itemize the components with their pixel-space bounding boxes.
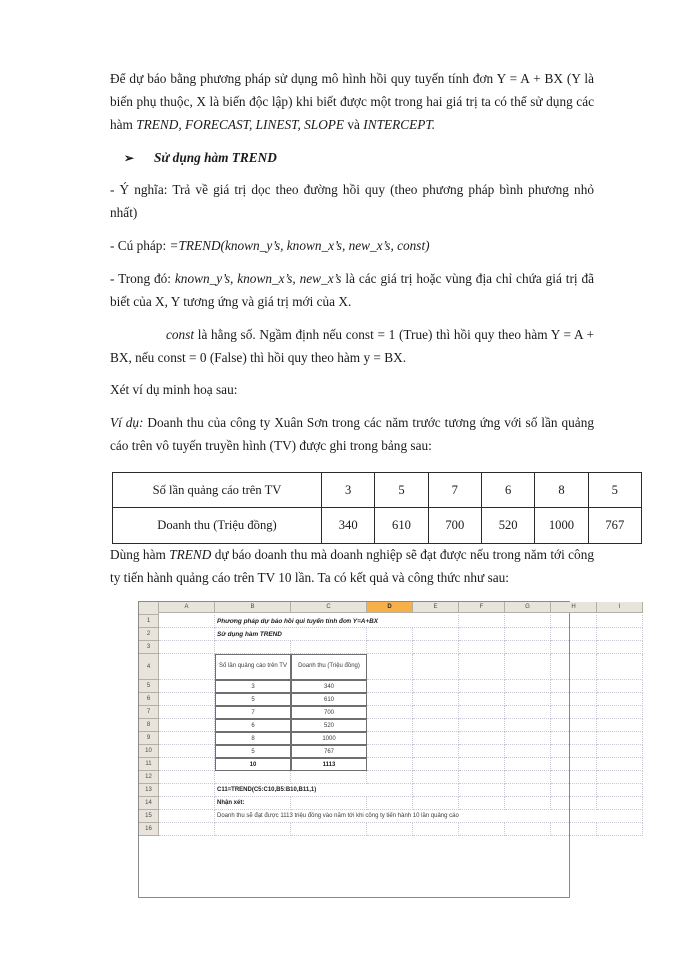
- cell-i16[interactable]: [597, 823, 643, 836]
- column-header-c[interactable]: C: [291, 602, 367, 613]
- cell-b2-subtitle[interactable]: Sử dụng hàm TREND: [215, 628, 367, 641]
- cell-f8[interactable]: [459, 719, 505, 732]
- cell-ads-2: 5: [375, 473, 428, 508]
- excel-grid: [139, 602, 621, 836]
- cell-c16[interactable]: [291, 823, 367, 836]
- cell-a5[interactable]: [159, 680, 215, 693]
- cell-g14[interactable]: [505, 797, 551, 810]
- intro-text-2: và: [344, 116, 364, 132]
- row-header-7[interactable]: 7: [139, 706, 159, 719]
- cell-rev-2: 610: [375, 508, 428, 543]
- document-body: [110, 68, 625, 589]
- cell-e14[interactable]: [413, 797, 459, 810]
- intro-functions-1: TREND, FORECAST, LINEST, SLOPE: [136, 116, 345, 132]
- paragraph-example-lead: Xét ví dụ minh hoạ sau:: [110, 382, 238, 398]
- column-header-i[interactable]: I: [597, 602, 643, 613]
- cell-c9[interactable]: 1000: [291, 732, 367, 745]
- closing-post: dự báo doanh thu mà doanh nghiệp sẽ đạt được nếu trong năm tới công ty tiến hành quảng cáo trên TV 10 lần. Ta có kết quả và công thức như sau:: [110, 546, 594, 585]
- cell-i10[interactable]: [597, 745, 643, 758]
- cell-f9[interactable]: [459, 732, 505, 745]
- cell-i6[interactable]: [597, 693, 643, 706]
- cell-ads-6: 5: [588, 473, 641, 508]
- cell-h4[interactable]: [551, 654, 597, 680]
- cell-h9[interactable]: [551, 732, 597, 745]
- cell-b3[interactable]: [215, 641, 291, 654]
- paragraph-closing: [110, 544, 594, 590]
- cell-i2[interactable]: [597, 628, 643, 641]
- cell-d6[interactable]: [367, 693, 413, 706]
- cell-b5[interactable]: 3: [215, 680, 291, 693]
- cell-b10[interactable]: 5: [215, 745, 291, 758]
- cell-h8[interactable]: [551, 719, 597, 732]
- cell-ads-3: 7: [428, 473, 481, 508]
- cell-a13[interactable]: [159, 784, 215, 797]
- cell-i1[interactable]: [597, 615, 643, 628]
- where-text: là các giá trị hoặc vùng địa chỉ chứa giá trị đã biết của X, Y tương ứng và giá trị mới của X.: [110, 271, 595, 309]
- column-header-h[interactable]: H: [551, 602, 597, 613]
- cell-f14[interactable]: [459, 797, 505, 810]
- cell-g6[interactable]: [505, 693, 551, 706]
- cell-f16[interactable]: [459, 823, 505, 836]
- cell-e4[interactable]: [413, 654, 459, 680]
- row-header-6[interactable]: 6: [139, 693, 159, 706]
- cell-f12[interactable]: [459, 771, 505, 784]
- row-header-2[interactable]: 2: [139, 628, 159, 641]
- cell-a7[interactable]: [159, 706, 215, 719]
- cell-b14-note-label[interactable]: Nhận xét:: [215, 797, 291, 810]
- cell-e11[interactable]: [413, 758, 459, 771]
- cell-h1[interactable]: [551, 615, 597, 628]
- cell-a10[interactable]: [159, 745, 215, 758]
- cell-h10[interactable]: [551, 745, 597, 758]
- closing-function: TREND: [169, 546, 212, 562]
- cell-a15[interactable]: [159, 810, 215, 823]
- cell-f11[interactable]: [459, 758, 505, 771]
- cell-a4[interactable]: [159, 654, 215, 680]
- cell-rev-5: 1000: [535, 508, 588, 543]
- row-header-11[interactable]: 11: [139, 758, 159, 771]
- cell-d2[interactable]: [367, 628, 413, 641]
- syntax-prefix: - Cú pháp:: [110, 238, 170, 254]
- cell-i14[interactable]: [597, 797, 643, 810]
- cell-c7[interactable]: 700: [291, 706, 367, 719]
- cell-f6[interactable]: [459, 693, 505, 706]
- cell-rev-1: 340: [322, 508, 375, 543]
- column-header-e[interactable]: E: [413, 602, 459, 613]
- row-header-15[interactable]: 15: [139, 810, 159, 823]
- cell-b7[interactable]: 7: [215, 706, 291, 719]
- select-all-corner[interactable]: [139, 602, 159, 615]
- row-header-5[interactable]: 5: [139, 680, 159, 693]
- cell-g2[interactable]: [505, 628, 551, 641]
- example-text: Doanh thu của công ty Xuân Sơn trong các năm trước tương ứng với số lần quảng cáo trên vô tuyến truyền hình (TV) được ghi trong bảng sau:: [110, 415, 594, 454]
- column-header-d[interactable]: D: [367, 602, 413, 613]
- row-header-16[interactable]: 16: [139, 823, 159, 836]
- const-text: là hằng số. Ngầm định nếu const = 1 (True) thì hồi quy theo hàm Y = A + BX, nếu const = 0 (False) thì hồi quy theo hàm y = BX.: [110, 326, 594, 365]
- cell-a6[interactable]: [159, 693, 215, 706]
- cell-f5[interactable]: [459, 680, 505, 693]
- intro-functions-2: INTERCEPT.: [363, 116, 436, 132]
- cell-g11[interactable]: [505, 758, 551, 771]
- cell-g16[interactable]: [505, 823, 551, 836]
- where-arguments: known_y’s, known_x’s, new_x’s: [174, 271, 342, 287]
- column-header-g[interactable]: G: [505, 602, 551, 613]
- cell-h6[interactable]: [551, 693, 597, 706]
- cell-i11[interactable]: [597, 758, 643, 771]
- cell-a11[interactable]: [159, 758, 215, 771]
- cell-a1[interactable]: [159, 615, 215, 628]
- cell-d10[interactable]: [367, 745, 413, 758]
- row-header-4[interactable]: 4: [139, 654, 159, 680]
- cell-d11[interactable]: [367, 758, 413, 771]
- cell-h3[interactable]: [551, 641, 597, 654]
- cell-c11-forecast-result[interactable]: 1113: [291, 758, 367, 771]
- cell-f1[interactable]: [459, 615, 505, 628]
- row-header-13[interactable]: 13: [139, 784, 159, 797]
- closing-pre: Dùng hàm: [110, 546, 170, 562]
- cell-b6[interactable]: 5: [215, 693, 291, 706]
- cell-g8[interactable]: [505, 719, 551, 732]
- cell-h5[interactable]: [551, 680, 597, 693]
- cell-a3[interactable]: [159, 641, 215, 654]
- cell-d7[interactable]: [367, 706, 413, 719]
- cell-g10[interactable]: [505, 745, 551, 758]
- paragraph-const: [110, 324, 594, 370]
- cell-f3[interactable]: [459, 641, 505, 654]
- cell-i9[interactable]: [597, 732, 643, 745]
- cell-b4-header[interactable]: Số lần quảng cáo trên TV: [215, 654, 291, 680]
- cell-b9[interactable]: 8: [215, 732, 291, 745]
- row-label-revenue: Doanh thu (Triệu đồng): [113, 508, 322, 543]
- column-header-f[interactable]: F: [459, 602, 505, 613]
- cell-ads-4: 6: [481, 473, 534, 508]
- cell-c8[interactable]: 520: [291, 719, 367, 732]
- column-header-b[interactable]: B: [215, 602, 291, 613]
- row-label-ads: Số lần quảng cáo trên TV: [113, 473, 322, 508]
- cell-h2[interactable]: [551, 628, 597, 641]
- cell-h7[interactable]: [551, 706, 597, 719]
- cell-b15-note-text[interactable]: Doanh thu sẽ đạt được 1113 triệu đồng vào năm tới khi công ty tiến hành 10 lần quảng cáo: [215, 810, 643, 823]
- cell-c12[interactable]: [291, 771, 367, 784]
- cell-g5[interactable]: [505, 680, 551, 693]
- paragraph-syntax: [110, 235, 594, 258]
- cell-b8[interactable]: 6: [215, 719, 291, 732]
- section-heading-trend: [110, 147, 594, 170]
- cell-d8[interactable]: [367, 719, 413, 732]
- cell-c4-header[interactable]: Doanh thu (Triệu đồng): [291, 654, 367, 680]
- cell-e8[interactable]: [413, 719, 459, 732]
- cell-a8[interactable]: [159, 719, 215, 732]
- const-argument: const: [166, 326, 195, 342]
- cell-d12[interactable]: [367, 771, 413, 784]
- cell-b12[interactable]: [215, 771, 291, 784]
- paragraph-where: [110, 268, 594, 314]
- cell-a9[interactable]: [159, 732, 215, 745]
- cell-b11-forecast-input[interactable]: 10: [215, 758, 291, 771]
- cell-ads-5: 8: [535, 473, 588, 508]
- paragraph-intro: [110, 68, 594, 137]
- cell-f7[interactable]: [459, 706, 505, 719]
- cell-f13[interactable]: [459, 784, 505, 797]
- row-header-9[interactable]: 9: [139, 732, 159, 745]
- cell-i8[interactable]: [597, 719, 643, 732]
- cell-g13[interactable]: [505, 784, 551, 797]
- cell-rev-3: 700: [428, 508, 481, 543]
- where-prefix: - Trong đó:: [110, 271, 175, 287]
- column-header-a[interactable]: A: [159, 602, 215, 613]
- cell-i4[interactable]: [597, 654, 643, 680]
- cell-c10[interactable]: 767: [291, 745, 367, 758]
- cell-h12[interactable]: [551, 771, 597, 784]
- row-header-10[interactable]: 10: [139, 745, 159, 758]
- cell-e7[interactable]: [413, 706, 459, 719]
- cell-e2[interactable]: [413, 628, 459, 641]
- example-label: Ví dụ:: [110, 415, 144, 431]
- syntax-formula: =TREND(known_y’s, known_x’s, new_x’s, const): [169, 238, 430, 254]
- cell-a2[interactable]: [159, 628, 215, 641]
- cell-d9[interactable]: [367, 732, 413, 745]
- cell-d14[interactable]: [367, 797, 413, 810]
- cell-g4[interactable]: [505, 654, 551, 680]
- cell-a12[interactable]: [159, 771, 215, 784]
- cell-e6[interactable]: [413, 693, 459, 706]
- cell-e10[interactable]: [413, 745, 459, 758]
- cell-g1[interactable]: [505, 615, 551, 628]
- cell-i5[interactable]: [597, 680, 643, 693]
- cell-e3[interactable]: [413, 641, 459, 654]
- cell-e5[interactable]: [413, 680, 459, 693]
- meaning-prefix: - Ý nghĩa:: [110, 182, 173, 198]
- cell-c6[interactable]: 610: [291, 693, 367, 706]
- cell-ads-1: 3: [322, 473, 375, 508]
- cell-c5[interactable]: 340: [291, 680, 367, 693]
- row-header-3[interactable]: 3: [139, 641, 159, 654]
- meaning-text: Trả về giá trị dọc theo đường hồi quy (theo phương pháp bình phương nhỏ nhất): [110, 182, 595, 221]
- cell-e13[interactable]: [413, 784, 459, 797]
- cell-b13-formula[interactable]: C11=TREND(C5:C10,B5:B10,B11,1): [215, 784, 413, 797]
- cell-h14[interactable]: [551, 797, 597, 810]
- table-row: [113, 508, 642, 543]
- paragraph-example: [110, 412, 594, 458]
- cell-rev-4: 520: [481, 508, 534, 543]
- paragraph-meaning: [110, 179, 594, 225]
- cell-g9[interactable]: [505, 732, 551, 745]
- cell-d5[interactable]: [367, 680, 413, 693]
- row-header-14[interactable]: 14: [139, 797, 159, 810]
- cell-c14[interactable]: [291, 797, 367, 810]
- cell-f10[interactable]: [459, 745, 505, 758]
- row-header-1[interactable]: 1: [139, 615, 159, 628]
- cell-i3[interactable]: [597, 641, 643, 654]
- cell-e12[interactable]: [413, 771, 459, 784]
- row-header-12[interactable]: 12: [139, 771, 159, 784]
- arrow-bullet-icon: ➢: [124, 150, 135, 165]
- cell-a14[interactable]: [159, 797, 215, 810]
- cell-g12[interactable]: [505, 771, 551, 784]
- cell-i13[interactable]: [597, 784, 643, 797]
- cell-d3[interactable]: [367, 641, 413, 654]
- excel-screenshot: [138, 601, 621, 898]
- cell-c3[interactable]: [291, 641, 367, 654]
- cell-d4[interactable]: [367, 654, 413, 680]
- cell-h16[interactable]: [551, 823, 597, 836]
- cell-f2[interactable]: [459, 628, 505, 641]
- cell-e16[interactable]: [413, 823, 459, 836]
- cell-b16[interactable]: [215, 823, 291, 836]
- cell-b1-title[interactable]: Phương pháp dự báo hồi qui tuyến tính đơn Y=A+BX: [215, 615, 459, 628]
- section-heading-label: Sử dụng hàm TREND: [154, 149, 277, 165]
- cell-i7[interactable]: [597, 706, 643, 719]
- cell-i12[interactable]: [597, 771, 643, 784]
- cell-h11[interactable]: [551, 758, 597, 771]
- cell-g3[interactable]: [505, 641, 551, 654]
- cell-a16[interactable]: [159, 823, 215, 836]
- cell-f4[interactable]: [459, 654, 505, 680]
- cell-rev-6: 767: [588, 508, 641, 543]
- cell-g7[interactable]: [505, 706, 551, 719]
- table-body: [113, 473, 642, 544]
- intro-text-1: Để dự báo bằng phương pháp sử dụng mô hình hồi quy tuyến tính đơn Y = A + BX (Y là biến phụ thuộc, X là biến độc lập) khi biết được một trong hai giá trị ta có thể sử dụng các hàm: [110, 71, 594, 132]
- table-row: [113, 473, 642, 508]
- cell-e9[interactable]: [413, 732, 459, 745]
- row-header-8[interactable]: 8: [139, 719, 159, 732]
- revenue-data-table: [112, 472, 642, 544]
- cell-h13[interactable]: [551, 784, 597, 797]
- cell-d16[interactable]: [367, 823, 413, 836]
